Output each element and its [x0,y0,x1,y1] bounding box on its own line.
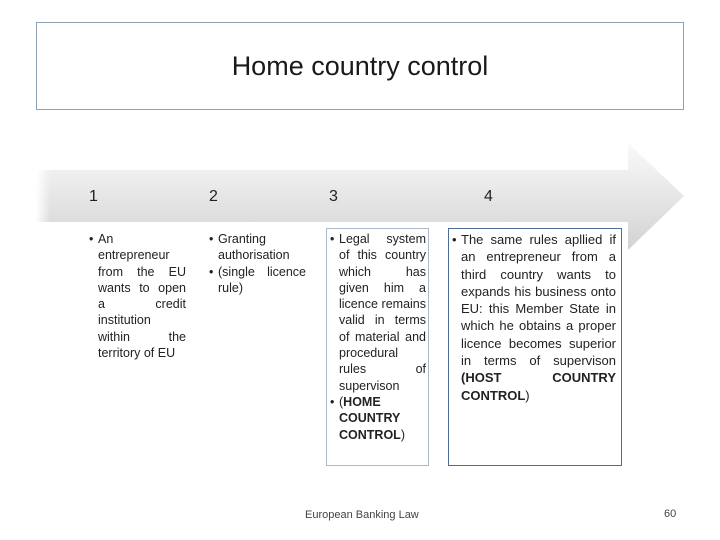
step-2-bullet-1: • Granting authorisation [209,231,306,264]
step-2-number: 2 [209,188,218,205]
step-4-bullet: • The same rules apllied if an entrepreneur from a third country wants to expands his business onto EU: this Member State in which he obtains a proper licence becomes superior in terms of supervison (HOST COUNTRY CONTROL) [452,231,616,404]
step-3-bullets [330,231,426,443]
step-3-bullet-1: • Legal system of this country which has given him a licence remains valid in terms of material and procedural rules of supervison [330,231,426,394]
step-1-bullets [89,231,186,361]
step-4-number: 4 [484,188,493,205]
step-3-number: 3 [329,188,338,205]
page-number: 60 [664,508,677,520]
step-1-number: 1 [89,188,98,205]
step-2-bullets [209,231,306,296]
home-country-control-label: HOME COUNTRY CONTROL [339,394,401,442]
host-country-control-label: (HOST COUNTRY CONTROL [461,370,616,403]
step-3-bullet-2: • (HOME COUNTRY CONTROL) [330,394,426,443]
footer-text: European Banking Law [305,509,419,521]
step-4-bullets [452,231,616,404]
slide-title: Home country control [231,50,489,81]
step-2-bullet-2: • (single licence rule) [209,264,306,297]
step-1-bullet: • An entrepreneur from the EU wants to open a credit institution within the territory of EU [89,231,186,361]
